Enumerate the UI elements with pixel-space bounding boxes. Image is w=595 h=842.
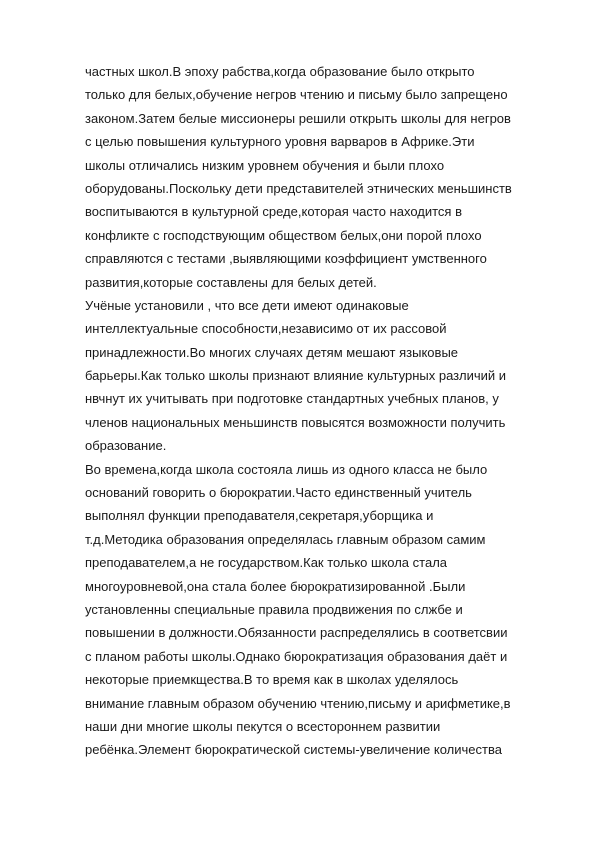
text-line: членов национальных меньшинств повысятся возможности получить bbox=[85, 414, 506, 430]
text-line: внимание главным образом обучению чтению,письму и арифметике,в bbox=[85, 695, 511, 711]
body-text bbox=[85, 60, 555, 762]
text-line: оснований говорить о бюрократии.Часто единственный учитель bbox=[85, 485, 472, 501]
text-line: интеллектуальные способности,независимо от их рассовой bbox=[85, 321, 447, 337]
text-line: многоуровневой,она стала более бюрократизированной .Были bbox=[85, 578, 466, 594]
text-line: нвчнут их учитывать при подготовке стандартных учебных планов, у bbox=[85, 391, 499, 407]
text-line: установленны специальные правила продвижения по слжбе и bbox=[85, 601, 463, 617]
text-line: ребёнка.Элемент бюрократической системы-увеличение количества bbox=[85, 742, 502, 758]
text-line: т.д.Методика образования определялась главным образом самим bbox=[85, 531, 486, 547]
text-line: повышении в должности.Обязанности распределялись в соответсвии bbox=[85, 625, 508, 641]
text-line: конфликте с господствующим обществом белых,они порой плохо bbox=[85, 227, 482, 243]
text-line: Во времена,когда школа состояла лишь из одного класса не было bbox=[85, 461, 488, 477]
text-line: только для белых,обучение негров чтению и письму было запрещено bbox=[85, 87, 508, 103]
text-line: принадлежности.Во многих случаях детям мешают языковые bbox=[85, 344, 459, 360]
text-line: оборудованы.Поскольку дети представителей этнических меньшинств bbox=[85, 180, 512, 196]
text-line: школы отличались низким уровнем обучения и были плохо bbox=[85, 157, 445, 173]
text-line: преподавателем,а не государством.Как только школа стала bbox=[85, 555, 448, 571]
text-line: развития,которые составлены для белых детей. bbox=[85, 274, 377, 290]
text-line: некоторые приемкщества.В то время как в школах уделялось bbox=[85, 672, 459, 688]
text-line: Учёные установили , что все дети имеют одинаковые bbox=[85, 297, 409, 313]
text-line: воспитываются в культурной среде,которая часто находится в bbox=[85, 204, 462, 220]
text-line: образование. bbox=[85, 438, 167, 454]
text-line: с планом работы школы.Однако бюрократизация образования даёт и bbox=[85, 648, 508, 664]
text-line: частных школ.В эпоху рабства,когда образование было открыто bbox=[85, 64, 475, 79]
text-line: с целью повышения культурного уровня варваров в Африке.Эти bbox=[85, 134, 475, 150]
text-line: справляются с тестами ,выявляющими коэффициент умственного bbox=[85, 251, 487, 267]
text-line: выполнял функции преподавателя,секретаря,уборщика и bbox=[85, 508, 434, 524]
text-line: наши дни многие школы пекутся о всестороннем развитии bbox=[85, 718, 441, 734]
text-line: барьеры.Как только школы признают влияние культурных различий и bbox=[85, 368, 506, 384]
text-line: законом.Затем белые миссионеры решили открыть школы для негров bbox=[85, 110, 511, 126]
